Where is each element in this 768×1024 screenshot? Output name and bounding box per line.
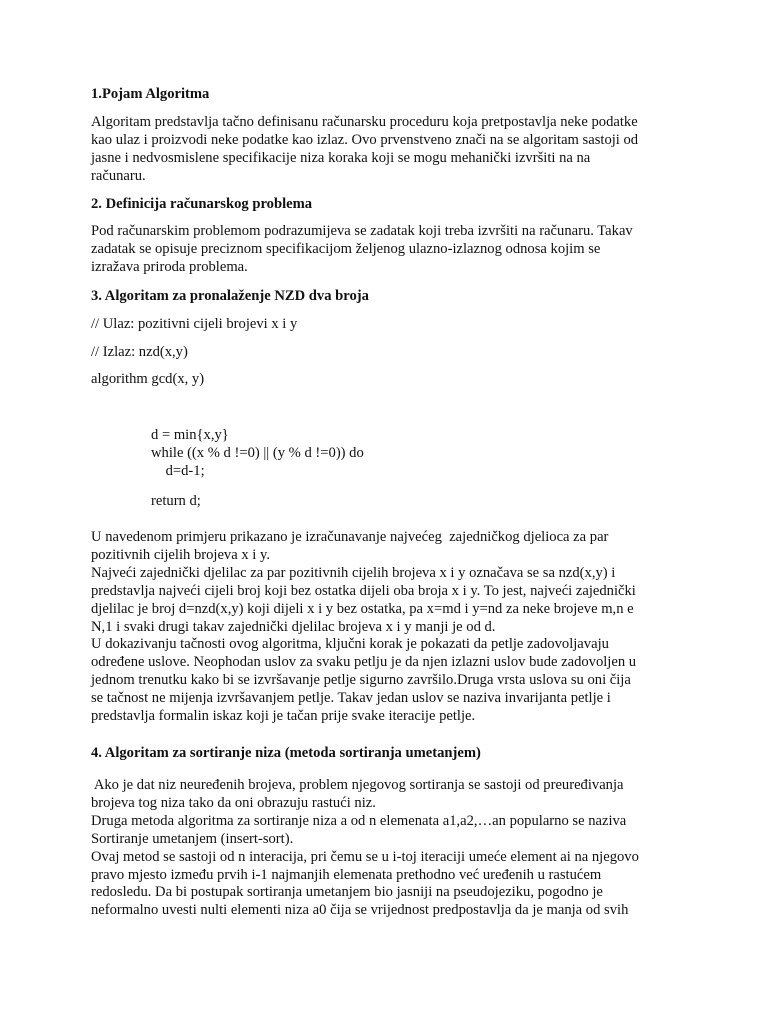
paragraph-line: izražava priroda problema. xyxy=(91,258,248,275)
paragraph-line: jednom trenutku kako bi se izvršavanje petlje sigurno završilo.Druga vrsta uslova su oni čija xyxy=(91,672,631,689)
section-1-paragraph xyxy=(91,114,691,186)
code-signature: algorithm gcd(x, y) xyxy=(91,371,205,387)
paragraph-line: redosledu. Da bi postupak sortiranja umetanjem bio jasniji na pseudojeziku, pogodno je xyxy=(91,884,603,901)
code-output-comment: // Izlaz: nzd(x,y) xyxy=(91,344,188,360)
paragraph-line: kao ulaz i proizvodi neke podatke kao izlaz. Ovo prvenstveno znači na se algoritam sastoji od xyxy=(91,131,639,148)
code-return: return d; xyxy=(151,493,201,509)
code-line: d = min{x,y} xyxy=(151,427,229,443)
paragraph-line: predstavlja formalin iskaz koji je tačan prije svake iteracije petlje. xyxy=(91,708,476,725)
paragraph-line: pravo mjesto između prvih i-1 najmanjih elemenata prethodno već uređenih u rastućem xyxy=(91,866,602,883)
paragraph-line: N,1 i svaki drugi takav zajednički djelilac brojeva x i y manji je od d. xyxy=(91,618,496,635)
section-3-heading: 3. Algoritam za pronalaženje NZD dva broja xyxy=(91,288,369,304)
section-3-paragraph xyxy=(91,529,691,726)
code-body xyxy=(151,427,651,481)
paragraph-line: Najveći zajednički djelilac za par pozitivnih cijelih brojeva x i y označava se sa nzd(x,y) i xyxy=(91,564,616,581)
paragraph-line: računaru. xyxy=(91,167,146,184)
paragraph-line: neformalno uvesti nulti elementi niza a0 čija se vrijednost predpostavlja da je manja od svih xyxy=(91,902,629,919)
paragraph-line: brojeva tog niza tako da oni obrazuju rastući niz. xyxy=(91,794,376,811)
paragraph-line: zadatak se opisuje preciznom specifikacijom željenog ulazno-izlaznog odnosa kojim se xyxy=(91,240,601,257)
paragraph-line: jasne i nedvosmislene specifikacije niza koraka koji se mogu mehanički izvršiti na na xyxy=(91,149,591,166)
paragraph-line: Pod računarskim problemom podrazumijeva se zadatak koji treba izvršiti na računaru. Takav xyxy=(91,223,633,239)
section-2-heading: 2. Definicija računarskog problema xyxy=(91,196,313,212)
code-input-comment: // Ulaz: pozitivni cijeli brojevi x i y xyxy=(91,316,298,332)
paragraph-line: Druga metoda algoritma za sortiranje niza a od n elemenata a1,a2,…an popularno se naziva xyxy=(91,812,627,829)
paragraph-line: određene uslove. Neophodan uslov za svaku petlju je da njen izlazni uslov bude zadovoljen u xyxy=(91,654,637,671)
paragraph-line: U navedenom primjeru prikazano je izračunavanje najvećeg zajedničkog djelioca za par xyxy=(91,529,609,545)
paragraph-line: predstavlja najveći cijeli broj koji bez ostatka dijeli oba broja x i y. To jest, najveći zajednički xyxy=(91,582,636,599)
section-4-paragraph xyxy=(91,777,691,920)
paragraph-line: Ako je dat niz neuređenih brojeva, problem njegovog sortiranja se sastoji od preuređivanja xyxy=(91,777,624,793)
paragraph-line: Ovaj metod se sastoji od n interacija, pri čemu se u i-toj iteraciji umeće element ai na njegovo xyxy=(91,848,639,865)
code-line: d=d-1; xyxy=(151,462,205,479)
paragraph-line: djelilac je broj d=nzd(x,y) koji dijeli x i y bez ostatka, pa x=md i y=nd za neke brojeve m,n e xyxy=(91,600,634,617)
code-line: while ((x % d !=0) || (y % d !=0)) do xyxy=(151,444,364,461)
paragraph-line: U dokazivanju tačnosti ovog algoritma, ključni korak je pokazati da petlje zadovoljavaju xyxy=(91,636,609,653)
section-4-heading: 4. Algoritam za sortiranje niza (metoda sortiranja umetanjem) xyxy=(91,745,481,761)
paragraph-line: pozitivnih cijelih brojeva x i y. xyxy=(91,546,271,563)
section-1-heading: 1.Pojam Algoritma xyxy=(91,86,210,102)
paragraph-line: Algoritam predstavlja tačno definisanu računarsku proceduru koja pretpostavlja neke podatke xyxy=(91,114,638,130)
paragraph-line: se tačnost ne mijenja izvršavanjem petlje. Takav jedan uslov se naziva invarijanta petlje i xyxy=(91,690,611,707)
paragraph-line: Sortiranje umetanjem (insert-sort). xyxy=(91,830,294,847)
section-2-paragraph xyxy=(91,223,691,277)
